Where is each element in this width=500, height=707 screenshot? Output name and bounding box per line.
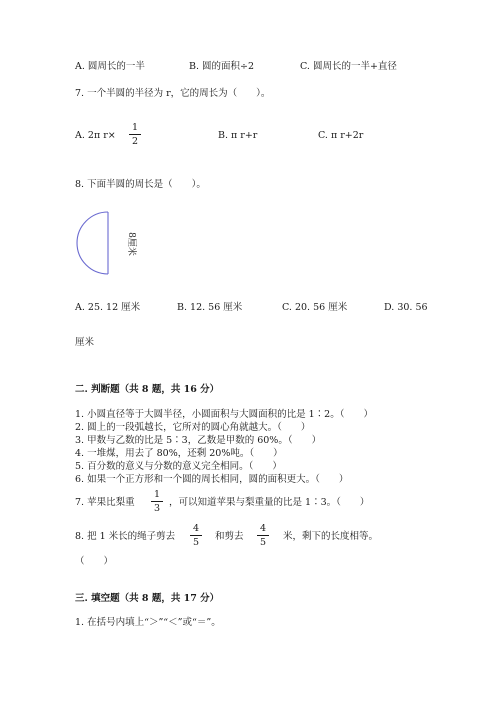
- judge-item-6[interactable]: 6. 如果一个正方形和一个圆的周长相同，圆的面积更大。（ ）: [75, 474, 349, 485]
- judge-item-8-prefix[interactable]: 8. 把 1 米长的绳子剪去: [75, 531, 176, 542]
- fraction-numerator: 1: [153, 489, 161, 500]
- judge-item-8-answer-paren[interactable]: （ ）: [75, 556, 114, 567]
- q8-option-c[interactable]: C. 20. 56 厘米: [282, 302, 348, 313]
- semicircle-arc: [77, 212, 108, 274]
- fraction-bar: [129, 134, 141, 135]
- fill-item-1: 1. 在括号内填上“＞”“＜”或“＝”。: [75, 617, 221, 628]
- fraction-numerator: 4: [192, 523, 200, 534]
- fraction-bar: [190, 535, 202, 536]
- judge-item-8-fraction-2: [257, 523, 269, 548]
- section2-heading: 二. 判断题（共 8 题，共 16 分）: [75, 384, 220, 395]
- q6-option-c[interactable]: C. 圆周长的一半+直径: [300, 61, 397, 72]
- q8-option-d-continued: 厘米: [75, 337, 95, 348]
- q8-option-d[interactable]: D. 30. 56: [384, 302, 428, 313]
- fraction-denominator: 2: [131, 136, 139, 147]
- fraction-bar: [257, 535, 269, 536]
- fraction-bar: [151, 501, 163, 502]
- q7-option-c[interactable]: C. π r+2r: [318, 130, 364, 141]
- fraction-denominator: 5: [259, 537, 267, 548]
- q8-option-b[interactable]: B. 12. 56 厘米: [177, 302, 243, 313]
- semicircle-diameter-label: 8厘米: [125, 232, 136, 256]
- semicircle-figure: [70, 208, 130, 278]
- judge-item-2[interactable]: 2. 圆上的一段弧越长，它所对的圆心角就越大。（ ）: [75, 422, 311, 433]
- judge-item-5[interactable]: 5. 百分数的意义与分数的意义完全相同。（ ）: [75, 461, 282, 472]
- judge-item-3[interactable]: 3. 甲数与乙数的比是 5∶3，乙数是甲数的 60%。（ ）: [75, 435, 322, 446]
- q8-question: 8. 下面半圆的周长是（ ）。: [75, 179, 206, 190]
- fraction-denominator: 3: [153, 503, 161, 514]
- judge-item-4[interactable]: 4. 一堆煤，用去了 80%，还剩 20%吨。（ ）: [75, 448, 283, 459]
- q6-option-b[interactable]: B. 圆的面积÷2: [189, 61, 255, 72]
- judge-item-8-mid: 和剪去: [215, 531, 244, 542]
- judge-item-8-fraction-1: [190, 523, 202, 548]
- fraction-numerator: 4: [259, 523, 267, 534]
- fraction-numerator: 1: [131, 122, 139, 133]
- fraction-denominator: 5: [192, 537, 200, 548]
- judge-item-7-fraction: [151, 489, 163, 514]
- section3-heading: 三. 填空题（共 8 题，共 17 分）: [75, 593, 220, 604]
- judge-item-7-suffix: ，可以知道苹果与梨重量的比是 1∶3。（ ）: [169, 497, 370, 508]
- judge-item-7-prefix[interactable]: 7. 苹果比梨重: [75, 497, 135, 508]
- q7-question: 7. 一个半圆的半径为 r，它的周长为（ ）。: [75, 88, 271, 99]
- q6-option-a[interactable]: A. 圆周长的一半: [75, 61, 145, 72]
- judge-item-8-suffix: 米，剩下的长度相等。: [283, 531, 379, 542]
- q8-option-a[interactable]: A. 25. 12 厘米: [75, 302, 141, 313]
- q7-option-b[interactable]: B. π r+r: [218, 130, 258, 141]
- q7-option-a[interactable]: A. 2π r×: [75, 130, 116, 141]
- judge-item-1[interactable]: 1. 小圆直径等于大圆半径，小圆面积与大圆面积的比是 1∶2。（ ）: [75, 409, 373, 420]
- q7-option-a-fraction: [129, 122, 141, 147]
